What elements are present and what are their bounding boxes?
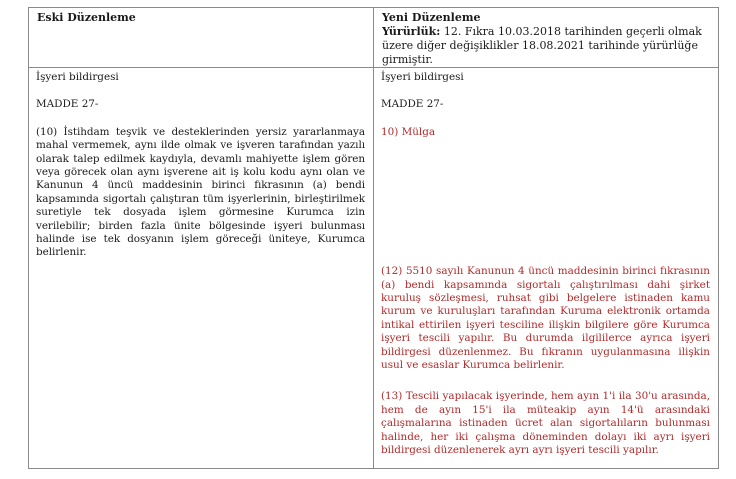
comparison-table-frame <box>28 7 718 469</box>
old-column-title: Eski Düzenleme <box>37 11 136 24</box>
new-paragraph-12: (12) 5510 sayılı Kanunun 4 üncü maddesinin birinci fıkrasının (a) bendi kapsamında sigortalı çalıştırılması dahi şirket kuruluş sözleşmesi, ruhsat gibi belgelere istinaden kamu kurum ve kuruluşları tarafından Kuruma elektronik ortamda intikal ettirilen işyeri tesciline ilişkin bilgilere göre Kurumca işyeri tescili yapılır. Bu durumda ilgililerce ayrıca işyeri bildirgesi düzenlenmez. Bu fıkranın uygulanmasına ilişkin usul ve esaslar Kurumca belirlenir. <box>381 265 710 372</box>
effective-date-note <box>382 25 710 67</box>
new-article-title: İşyeri bildirgesi <box>381 71 464 83</box>
effective-label: Yürürlük: <box>382 25 441 38</box>
old-article-number: MADDE 27- <box>36 98 99 111</box>
header-cell-old <box>29 8 374 68</box>
old-regulation-cell <box>29 68 374 469</box>
new-column-title: Yeni Düzenleme <box>382 11 481 24</box>
body-row <box>29 68 719 469</box>
new-regulation-cell <box>374 68 719 469</box>
old-article-title: İşyeri bildirgesi <box>36 71 119 83</box>
new-paragraph-13: (13) Tescili yapılacak işyerinde, hem ayın 1'i ila 30'u arasında, hem de ayın 15'i ila müteakip ayın 14'ü arasındaki çalışmalarına istinaden ücret alan sigortalıların bulunması halinde, her iki çalışma döneminden dolayı iki ayrı işyeri bildirgesi düzenlenerek ayrı ayrı işyeri tescili yapılır. <box>381 390 710 457</box>
comparison-table <box>28 7 719 469</box>
effective-text: 12. Fıkra 10.03.2018 tarihinden geçerli olmak üzere diğer değişiklikler 18.08.2021 tarihinde yürürlüğe girmiştir. <box>382 25 702 66</box>
header-cell-new <box>374 8 719 68</box>
old-paragraph-10: (10) İstihdam teşvik ve desteklerinden yersiz yararlanmaya mahal vermemek, aynı ilde olmak ve işveren tarafından yazılı olarak talep edilmek kaydıyla, devamlı mahiyette işlem gören veya görecek olan aynı işverene ait iş kolu kodu aynı olan ve Kanunun 4 üncü maddesinin birinci fıkrasının (a) bendi kapsamında sigortalı çalıştıran tüm işyerlerinin, birleştirilmek suretiyle tek dosyada işlem görmesine Kurumca izin verilebilir; birden fazla ünite bölgesinde işyeri bulunması halinde ise tek dosyanın işlem göreceği üniteye, Kurumca belirlenir. <box>36 125 365 259</box>
header-row <box>29 8 719 68</box>
new-article-number: MADDE 27- <box>381 98 444 111</box>
new-paragraph-10-repealed: 10) Mülga <box>381 125 436 138</box>
